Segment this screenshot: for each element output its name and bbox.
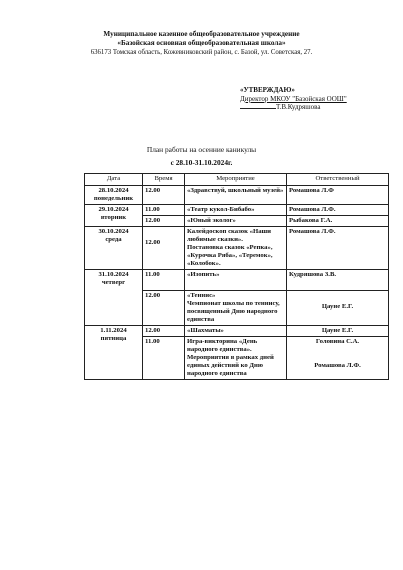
event-cell: «Теннис» Чемпионат школы по теннису, посвященный Дню народного единства <box>185 291 287 326</box>
date-cell: 30.10.2024 среда <box>85 227 143 270</box>
responsible-cell: Цауне Е.Г. <box>287 291 389 326</box>
column-header-responsible: Ответственный <box>287 174 389 186</box>
responsible-cell: Ромашова Л.Ф. <box>287 205 389 216</box>
table-row <box>85 326 389 337</box>
time-cell: 11.00 <box>143 205 185 216</box>
responsible-cell: Кудряшова З.В. <box>287 270 389 291</box>
school-name-line: «Базойская основная общеобразовательная школа» <box>117 39 286 47</box>
plan-title: План работы на осенние каникулы <box>146 145 257 154</box>
event-cell: «Шахматы» <box>185 326 287 337</box>
approval-block <box>240 86 390 112</box>
approval-title: «УТВЕРЖДАЮ» <box>240 86 295 94</box>
table-row <box>85 186 389 205</box>
table-row <box>85 270 389 291</box>
event-cell: Калейдоскоп сказок «Наши любимые сказки». Постановка сказок «Репка», «Курочка Ряба», «Теремок», «Колобок». <box>185 227 287 270</box>
column-header-date: Дата <box>85 174 143 186</box>
date-cell: 1.11.2024 пятница <box>85 326 143 380</box>
column-header-time: Время <box>143 174 185 186</box>
date-cell: 31.10.2024 четверг <box>85 270 143 326</box>
plan-table <box>84 173 389 380</box>
time-cell: 12.00 <box>143 216 185 227</box>
school-type-line: Муниципальное казенное общеобразовательное учреждение <box>103 30 300 38</box>
responsible-cell: Цауне Е.Г. <box>287 326 389 337</box>
time-cell: 12.00 <box>143 291 185 326</box>
time-cell: 12.00 <box>143 326 185 337</box>
date-cell: 29.10.2024 вторник <box>85 205 143 227</box>
table-header-row <box>85 174 389 186</box>
table-row <box>85 205 389 216</box>
time-cell: 11.00 <box>143 337 185 380</box>
table-row <box>85 227 389 270</box>
responsible-cell: Ромашова Л.Ф. <box>287 227 389 270</box>
responsible-cell: Головина С.А. Ромашова Л.Ф. <box>287 337 389 380</box>
column-header-event: Мероприятие <box>185 174 287 186</box>
responsible-cell: Ромашова Л.Ф <box>287 186 389 205</box>
school-address-line: 636173 Томская область, Кожевниковский район, с. Базой, ул. Советская, 27. <box>90 49 313 56</box>
approval-signature-line <box>240 103 390 112</box>
responsible-cell: Рыбакова Г.А. <box>287 216 389 227</box>
event-cell: «Юный эколог» <box>185 216 287 227</box>
plan-period: с 28.10-31.10.2024г. <box>170 158 233 167</box>
time-cell: 11.00 <box>143 270 185 291</box>
event-cell: «Здравствуй, школьный музей» <box>185 186 287 205</box>
event-cell: «Изопить» <box>185 270 287 291</box>
approval-signature-name: Т.В.Кудряшова <box>276 103 321 111</box>
time-cell: 12.00 <box>143 227 185 270</box>
event-cell: Игра-викторина «День народного единства». Мероприятия в рамках дней единых действий ко Дню народного единства <box>185 337 287 380</box>
time-cell: 12.00 <box>143 186 185 205</box>
date-cell: 28.10.2024 понедельник <box>85 186 143 205</box>
approval-position: Директор МКОУ "Базойская ООШ" <box>240 94 347 103</box>
event-cell: «Театр кукол-Бибабо» <box>185 205 287 216</box>
signature-underline <box>240 108 276 109</box>
